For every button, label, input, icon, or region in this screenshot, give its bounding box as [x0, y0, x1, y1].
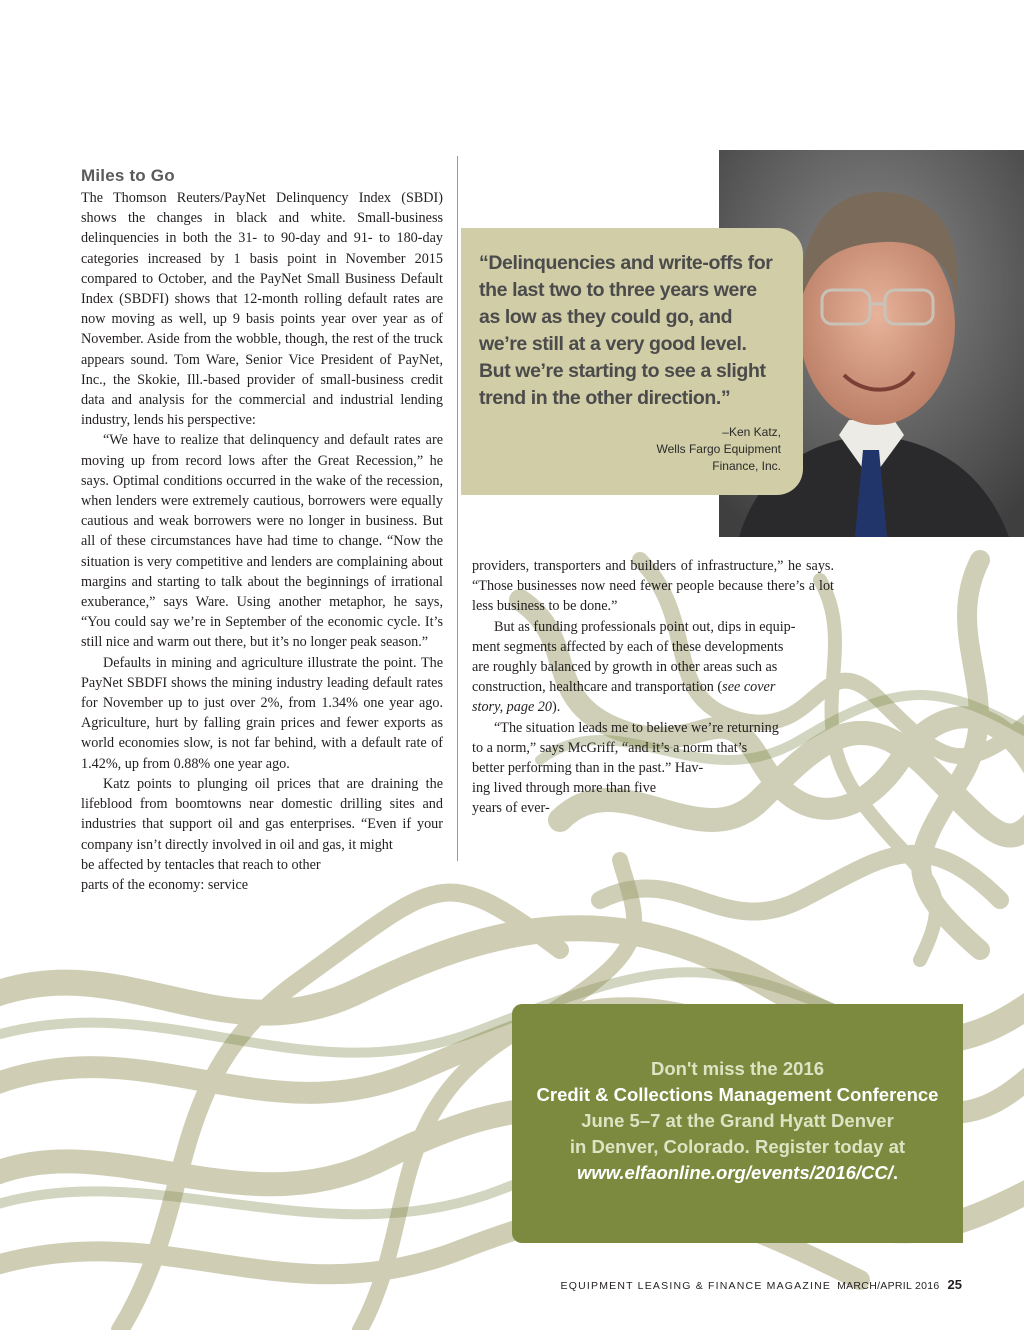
paragraph-tail-line: be affected by tentacles that reach to other — [81, 856, 321, 873]
paragraph-line — [472, 677, 834, 697]
text-run: ). — [552, 699, 561, 716]
paragraph-line: better performing than in the past.” Hav- — [472, 760, 704, 777]
text-run: . — [892, 1162, 899, 1183]
promo-line: in Denver, Colorado. Register today at — [569, 1136, 906, 1157]
conference-promo-box — [512, 1004, 963, 1243]
paragraph-line: “The situation leads me to believe we’re returning — [494, 719, 779, 736]
paragraph-line — [472, 697, 834, 717]
cover-story-reference: story, page 20 — [472, 699, 552, 716]
pull-quote — [461, 228, 803, 495]
paragraph-line: ment segments affected by each of these developments — [472, 638, 784, 655]
paragraph-line: ing lived through more than five — [472, 780, 657, 797]
paragraph-line: to a norm,” says McGriff, “and it’s a norm that’s — [472, 739, 748, 756]
promo-url-line — [512, 1160, 963, 1186]
paragraph: providers, transporters and builders of infrastructure,” he says. “Those businesses now need fewer people because there’s a lot less business to be done.” — [472, 558, 834, 615]
promo-conference-name: Credit & Collections Management Conference — [536, 1084, 939, 1105]
magazine-name: EQUIPMENT LEASING & FINANCE MAGAZINE — [560, 1280, 832, 1292]
article-left-column — [81, 166, 443, 895]
section-heading: Miles to Go — [81, 166, 175, 185]
paragraph: “We have to realize that delinquency and default rates are moving up from record lows after the Great Recession,” he says. Optimal conditions occurred in the wake of the recession, when lenders were extremely cautious, borrowers were equally cautious and weak borrowers were no longer in business. But all of these circumstances have had time to change. “Now the situation is very competitive and lenders are complaining about margins and starting to talk about the beginnings of irrational exuberance,” says Ware. Using another metaphor, he says, “You could say we’re in September of the economic cycle. It’s still nice and warm out there, but it’s no longer peak season.” — [81, 432, 443, 651]
paragraph-line: But as funding professionals point out, dips in equip- — [494, 618, 796, 635]
page-footer — [561, 1277, 962, 1292]
cover-story-reference: see cover — [722, 679, 776, 696]
pull-quote-attribution — [479, 424, 781, 475]
text-run: construction, healthcare and transportation ( — [472, 679, 723, 696]
paragraph-tail-line: parts of the economy: service — [81, 876, 249, 893]
attribution-line: Finance, Inc. — [712, 459, 781, 473]
page-number: 25 — [947, 1277, 962, 1292]
attribution-line: Wells Fargo Equipment — [656, 442, 781, 456]
paragraph: Defaults in mining and agriculture illustrate the point. The PayNet SBDFI shows the mining industry leading default rates for November up to just over 2%, from 1.34% one year ago. Agriculture, hurt by falling grain prices and fewer exports as world economies slow, is not far behind, with a default rate of 1.42%, up from 0.88% one year ago. — [81, 654, 443, 772]
paragraph: The Thomson Reuters/PayNet Delinquency Index (SBDI) shows the changes in black and white. Small-business delinquencies in both the 31- to 90-day and 91- to 180-day categories increased by 1 basis point in November 2015 compared to October, and the PayNet Small Business Default Index (SBDFI) shows that 12-month rolling default rates are now moving as well, up 9 basis points year over year as of November. Aside from the wobble, though, the rest of the truck appears sound. Tom Ware, Senior Vice President of PayNet, Inc., the Skokie, Ill.-based provider of small-business credit data and analysis for the commercial and industrial lending industry, lends his perspective: — [81, 190, 443, 429]
registration-link[interactable]: www.elfaonline.org/events/2016/CC/ — [576, 1162, 893, 1183]
attribution-line: –Ken Katz, — [722, 425, 781, 439]
promo-line: Don't miss the 2016 — [650, 1058, 824, 1079]
paragraph-line: are roughly balanced by growth in other areas such as — [472, 659, 778, 676]
paragraph-line: years of ever- — [472, 800, 550, 817]
column-divider — [457, 156, 458, 861]
paragraph: Katz points to plunging oil prices that are draining the lifeblood from boomtowns near domestic drilling sites and industries that support oil and gas enterprises. “Even if your company isn’t directly involved in oil and gas, it might — [81, 775, 443, 853]
promo-line: June 5–7 at the Grand Hyatt Denver — [581, 1110, 894, 1131]
pull-quote-text: “Delinquencies and write-offs for the last two to three years were as low as they could go, and we’re still at a very good level. But we’re starting to see a slight trend in the other direction.” — [479, 252, 773, 409]
article-right-column — [472, 556, 834, 819]
issue-date: MARCH/APRIL 2016 — [837, 1280, 940, 1292]
